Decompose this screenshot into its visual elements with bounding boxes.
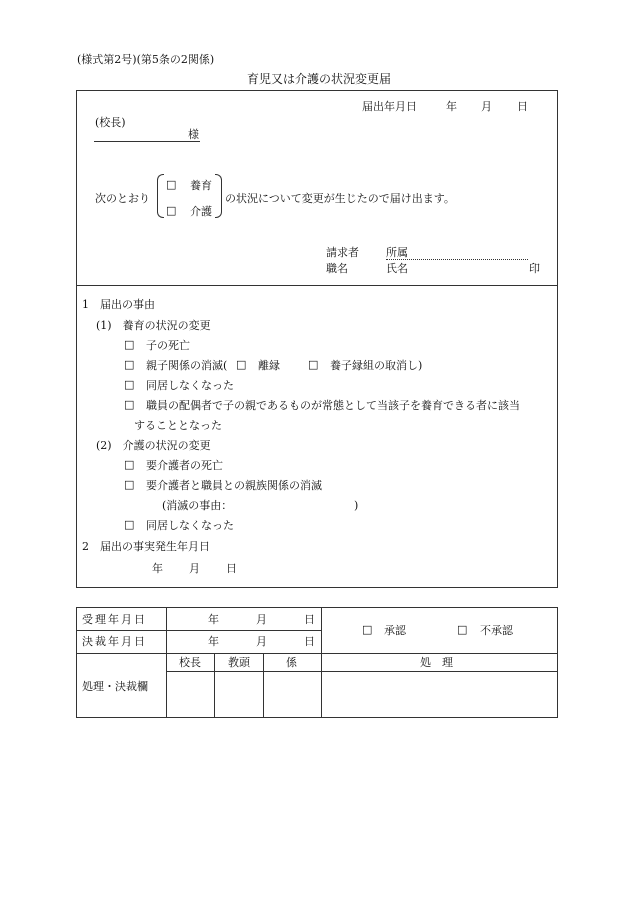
date-month: 月 [481, 100, 492, 113]
option-care-label: 介護 [190, 205, 212, 218]
principal-sama: 様 [188, 128, 199, 141]
checkbox-child-death[interactable]: □ [124, 338, 135, 351]
col-principal: 校長 [179, 656, 201, 669]
applicant-label: 請求者 [326, 246, 359, 259]
fact-date-month: 月 [189, 562, 200, 575]
statement-suffix: の状況について変更が生じたので届け出ます。 [225, 192, 455, 205]
form-number: (様式第2号)(第5条の2関係) [77, 53, 215, 66]
received-date-label: 受理年月日 [82, 613, 147, 626]
submission-date-label: 届出年月日 [362, 100, 417, 113]
reason-label: (消滅の事由： [162, 499, 233, 512]
checkbox-childcare[interactable]: □ [166, 178, 177, 191]
applicant-section [76, 90, 558, 286]
decided-date-label: 決裁年月日 [82, 635, 147, 648]
checkbox-care-person-death[interactable]: □ [124, 458, 135, 471]
checkbox-disapprove[interactable]: □ [457, 623, 468, 636]
process-decision-label: 処理・決裁欄 [82, 680, 148, 693]
affiliation-label: 所属 [386, 246, 408, 259]
item-spouse-can-care-cont: することとなった [134, 419, 222, 432]
checkbox-divorce-adoption[interactable]: □ [236, 358, 247, 371]
table-divider-date [321, 607, 322, 718]
item-spouse-can-care: 職員の配偶者で子の親であるものが常態として当該子を養育できる者に該当 [146, 399, 520, 412]
checkbox-parent-child-ended[interactable]: □ [124, 358, 135, 371]
approve-label: 承認 [384, 624, 406, 637]
checkbox-approve[interactable]: □ [362, 623, 373, 636]
name-label: 氏名 [386, 262, 408, 275]
date-day: 日 [517, 100, 528, 113]
affiliation-dotted-line [386, 259, 528, 260]
col-vice-principal: 教頭 [228, 656, 250, 669]
received-month: 月 [256, 613, 267, 626]
item-kinship-ended: 要介護者と職員との親族関係の消滅 [146, 479, 322, 492]
checkbox-spouse-can-care[interactable]: □ [124, 398, 135, 411]
decided-day: 日 [304, 635, 315, 648]
table-row-line-1 [76, 630, 321, 631]
item-no-cohabitation-1: 同居しなくなった [146, 379, 234, 392]
item-parent-child-ended: 親子関係の消滅( [146, 359, 228, 372]
fact-date-year: 年 [152, 562, 163, 575]
left-bracket [157, 174, 164, 218]
reason-close: ) [354, 499, 359, 512]
received-year: 年 [208, 613, 219, 626]
right-bracket [215, 174, 222, 218]
checkbox-no-cohabitation-1[interactable]: □ [124, 378, 135, 391]
table-divider-principal [214, 653, 215, 718]
option-childcare-label: 養育 [190, 179, 212, 192]
decided-month: 月 [256, 635, 267, 648]
decided-year: 年 [208, 635, 219, 648]
section-1-1-title: (1) 養育の状況の変更 [96, 319, 211, 332]
item-divorce-adoption: 離縁 [258, 359, 280, 372]
fact-date-day: 日 [226, 562, 237, 575]
section-1-2-title: (2) 介護の状況の変更 [96, 439, 211, 452]
table-row-line-3 [166, 671, 558, 672]
statement-prefix: 次のとおり [95, 192, 150, 205]
col-process: 処 理 [420, 656, 453, 669]
checkbox-adoption-cancel[interactable]: □ [308, 358, 319, 371]
item-adoption-cancel: 養子縁組の取消し) [330, 359, 423, 372]
section-1-title: 1 届出の事由 [82, 298, 155, 311]
checkbox-no-cohabitation-2[interactable]: □ [124, 518, 135, 531]
checkbox-care[interactable]: □ [166, 204, 177, 217]
item-no-cohabitation-2: 同居しなくなった [146, 519, 234, 532]
section-2-title: 2 届出の事実発生年月日 [82, 540, 210, 553]
received-day: 日 [304, 613, 315, 626]
checkbox-kinship-ended[interactable]: □ [124, 478, 135, 491]
disapprove-label: 不承認 [480, 624, 513, 637]
principal-underline [94, 141, 200, 142]
table-divider-vice [263, 653, 264, 718]
principal-label: (校長) [95, 116, 126, 129]
form-title: 育児又は介護の状況変更届 [247, 72, 392, 86]
col-staff: 係 [286, 656, 297, 669]
position-label: 職名 [326, 262, 348, 275]
table-row-line-2 [76, 653, 558, 654]
date-year: 年 [446, 100, 457, 113]
item-child-death: 子の死亡 [146, 339, 190, 352]
table-divider-label [166, 607, 167, 718]
seal-mark: 印 [529, 262, 540, 275]
item-care-person-death: 要介護者の死亡 [146, 459, 223, 472]
